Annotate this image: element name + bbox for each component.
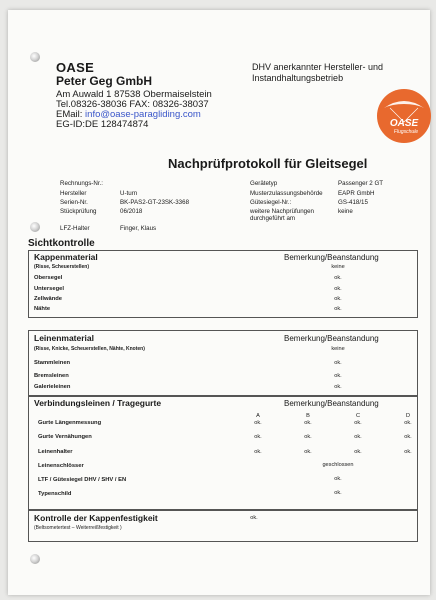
typenschild-label: Typenschild: [38, 491, 72, 497]
gurte-laenge-b: ok.: [304, 420, 312, 426]
punch-hole: [30, 554, 40, 564]
guetesiegel-label: LTF / Gütesiegel DHV / SHV / EN: [38, 477, 127, 483]
kappe-row-label: Zellwände: [34, 296, 63, 302]
logo-subtitle: Flugschule: [393, 129, 419, 135]
leinenhalter-b: ok.: [304, 449, 312, 455]
kappe-row-value: ok.: [334, 275, 342, 281]
leinenschloesser-label: Leinenschlösser: [38, 463, 84, 469]
leinen-row-value: ok.: [334, 373, 342, 379]
section-sichtkontrolle: Sichtkontrolle: [28, 238, 95, 249]
leinenmaterial-remark-header: Bemerkung/Beanstandung: [284, 334, 379, 343]
gurte-vernaehung-label: Gurte Vernähungen: [38, 434, 92, 440]
kappenmaterial-title: Kappenmaterial: [34, 252, 98, 262]
gurte-laenge-a: ok.: [254, 420, 262, 426]
festigkeit-title: Kontrolle der Kappenfestigkeit: [34, 513, 158, 523]
info-label-serial: Serien-Nr.: [60, 199, 88, 206]
company-subname: Peter Geg GmbH: [56, 74, 153, 88]
gurte-vernaehung-c: ok.: [354, 434, 362, 440]
info-label-owner: LFZ-Halter: [60, 225, 90, 232]
gurte-vernaehung-b: ok.: [304, 434, 312, 440]
column-header-c: C: [355, 413, 361, 419]
leinen-row-value: keine: [331, 346, 345, 352]
leinenschloesser-value: geschlossen: [322, 462, 354, 468]
page-title: Nachprüfprotokoll für Gleitsegel: [168, 156, 368, 171]
dhv-statement: DHV anerkannter Hersteller- und Instandhaltungsbetrieb: [252, 62, 384, 83]
gurte-vernaehung-d: ok.: [404, 434, 412, 440]
logo-text: OASE: [389, 118, 419, 129]
info-label-type: Gerätetyp: [250, 180, 278, 187]
leinenhalter-d: ok.: [404, 449, 412, 455]
column-header-a: A: [256, 413, 260, 419]
kappenmaterial-remark-header: Bemerkung/Beanstandung: [284, 253, 379, 262]
kappe-row-value: ok.: [334, 306, 342, 312]
festigkeit-value: ok.: [250, 515, 258, 521]
company-phone: Tel.08326-38036 FAX: 08326-38037: [56, 99, 209, 110]
info-label-manufacturer: Hersteller: [60, 190, 87, 197]
info-value-owner: Finger, Klaus: [120, 225, 157, 232]
company-address: Am Auwald 1 87538 Obermaiselstein: [56, 89, 212, 100]
leinenhalter-label: Leinenhalter: [38, 449, 73, 455]
info-value-further: keine: [338, 208, 353, 215]
leinenhalter-c: ok.: [354, 449, 362, 455]
info-label-check: Stückprüfung: [60, 208, 97, 215]
festigkeit-note: (Beltsometertest – Weiterreißfestigkeit ): [34, 525, 122, 531]
verbindung-remark-header: Bemerkung/Beanstandung: [284, 399, 379, 408]
column-header-b: B: [306, 413, 310, 419]
document-page: [8, 10, 430, 595]
info-label-seal: Gütesiegel-Nr.:: [250, 199, 292, 206]
gurte-laenge-d: ok.: [404, 420, 412, 426]
info-value-type: Passenger 2 GT: [338, 180, 384, 187]
company-name: OASE: [56, 60, 95, 75]
email-link[interactable]: info@oase-paragliding.com: [85, 109, 201, 120]
info-value-seal: GS-418/15: [338, 199, 368, 206]
leinen-row-label: Galerieleinen: [34, 384, 71, 390]
oase-logo: [376, 88, 432, 144]
punch-hole: [30, 52, 40, 62]
kappe-row-value: keine: [331, 264, 345, 270]
column-header-d: D: [405, 413, 411, 419]
leinen-row-label: Bremsleinen: [34, 373, 69, 379]
info-value-manufacturer: U-turn: [120, 190, 138, 197]
email-label: EMail:: [56, 109, 86, 120]
info-label-further: weitere Nachprüfungen durchgeführt am: [250, 208, 314, 222]
leinenhalter-a: ok.: [254, 449, 262, 455]
info-value-authority: EAPR GmbH: [338, 190, 375, 197]
company-eg-id: EG-ID:DE 128474874: [56, 119, 149, 130]
leinen-row-label: (Risse, Knicke, Scheuerstellen, Nähte, Knoten): [34, 346, 145, 352]
info-value-serial: BK-PAS2-GT-23SK-3368: [120, 199, 190, 206]
gurte-vernaehung-a: ok.: [254, 434, 262, 440]
punch-hole: [30, 222, 40, 232]
info-label-authority: Musterzulassungsbehörde: [250, 190, 323, 197]
leinen-row-value: ok.: [334, 384, 342, 390]
guetesiegel-value: ok.: [334, 476, 342, 482]
kappe-row-label: (Risse, Scheuerstellen): [34, 264, 90, 270]
leinen-row-value: ok.: [334, 360, 342, 366]
gurte-laenge-c: ok.: [354, 420, 362, 426]
kappe-row-label: Obersegel: [34, 275, 63, 281]
info-value-check: 06/2018: [120, 208, 143, 215]
kappe-row-label: Untersegel: [34, 286, 64, 292]
verbindung-title: Verbindungsleinen / Tragegurte: [34, 398, 162, 408]
info-label-invoice: Rechnungs-Nr.:: [60, 180, 103, 187]
kappe-row-value: ok.: [334, 296, 342, 302]
kappe-row-value: ok.: [334, 286, 342, 292]
leinenmaterial-title: Leinenmaterial: [34, 333, 94, 343]
leinen-row-label: Stammleinen: [34, 360, 71, 366]
gurte-laenge-label: Gurte Längenmessung: [38, 420, 102, 426]
kappe-row-label: Nähte: [34, 306, 51, 312]
typenschild-value: ok.: [334, 490, 342, 496]
